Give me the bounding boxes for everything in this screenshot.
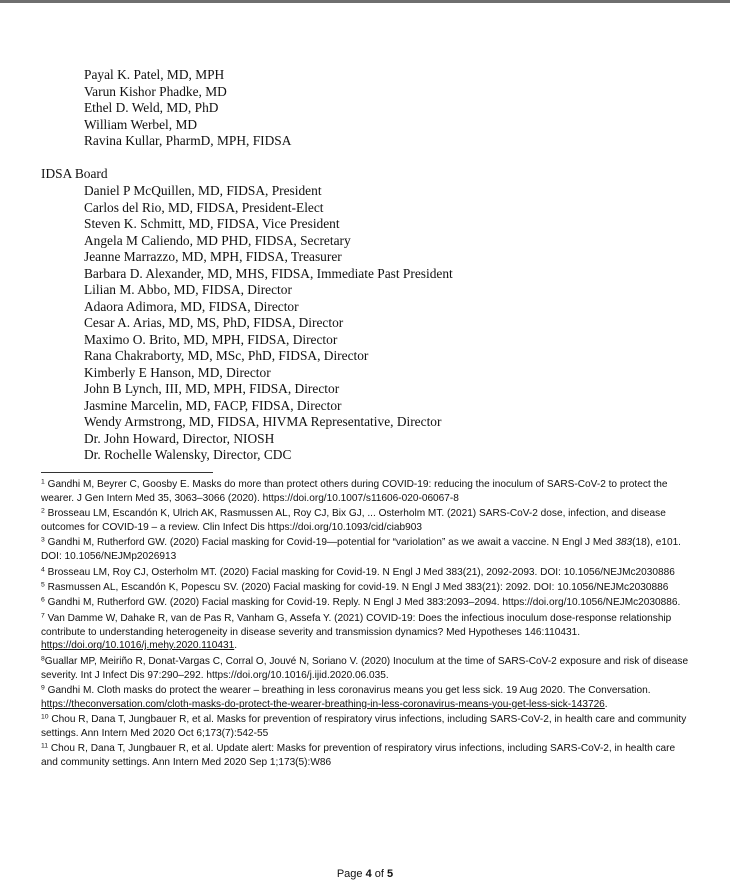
footnote-text: Chou R, Dana T, Jungbauer R, et al. Update alert: Masks for prevention of respiratory virus infections, including SARS-CoV-2, in health care and community settings. Ann Intern Med 2020 Sep 1;173(5):W86 (41, 743, 676, 769)
footnotes (41, 478, 691, 771)
footnote (41, 536, 691, 564)
page-of: of (374, 868, 384, 880)
footnote (41, 596, 691, 610)
page-total: 5 (387, 868, 394, 880)
board-member: John B Lynch, III, MD, MPH, FIDSA, Director (84, 381, 340, 396)
footnote-text: Rasmussen AL, Escandón K, Popescu SV. (2020) Facial masking for covid-19. N Engl J Med 383(21): 2092. DOI: 10.1056/NEJMc2030886 (47, 581, 669, 593)
author-name: Ravina Kullar, PharmD, MPH, FIDSA (84, 133, 292, 148)
footnote-text: Guallar MP, Meiriño R, Donat-Vargas C, Corral O, Jouvé N, Soriano V. (2020) Inoculum at the time of SARS-CoV-2 exposure and risk of disease severity. Int J Infect Dis 97:290–292. https://doi.org/10.1016/j.ijid.2020.06.035. (41, 655, 689, 681)
footnote-separator (41, 472, 213, 473)
author-name: Ethel D. Weld, MD, PhD (84, 100, 219, 115)
footnote-number: 8 (41, 655, 45, 663)
author-list (84, 67, 291, 150)
footnote-number: 2 (41, 507, 45, 515)
board-member: Angela M Caliendo, MD PHD, FIDSA, Secretary (84, 232, 351, 248)
board-member-list (84, 183, 453, 464)
board-member: Steven K. Schmitt, MD, FIDSA, Vice President (84, 216, 340, 231)
author-name: Varun Kishor Phadke, MD (84, 83, 227, 99)
footnote (41, 478, 691, 506)
footnote-number: 4 (41, 566, 45, 574)
footnote (41, 581, 691, 595)
board-heading: IDSA Board (41, 166, 108, 181)
page-current: 4 (365, 868, 372, 880)
footnote (41, 507, 691, 535)
board-member: Jeanne Marrazzo, MD, MPH, FIDSA, Treasurer (84, 249, 342, 264)
footnote-link[interactable]: https://doi.org/10.1016/j.mehy.2020.110431 (41, 640, 235, 652)
footnote-text: (18), e101. DOI: 10.1056/NEJMp2026913 (41, 537, 681, 563)
footnote-text: Chou R, Dana T, Jungbauer R, et al. Masks for prevention of respiratory virus infections, including SARS-CoV-2, in health care and community settings. Ann Intern Med 2020 Oct 6;173(7):542-55 (41, 714, 687, 739)
board-member: Carlos del Rio, MD, FIDSA, President-Elect (84, 199, 324, 215)
footnote-tail: . (234, 640, 238, 652)
footnote (41, 684, 691, 712)
board-member: Adaora Adimora, MD, FIDSA, Director (84, 298, 299, 314)
page-label: Page (336, 868, 363, 880)
footnote-text: Gandhi M, Rutherford GW. (2020) Facial masking for Covid-19. Reply. N Engl J Med 383:2093–2094. https://doi.org/10.1056/NEJMc2030886. (47, 597, 681, 609)
footnote-number: 11 (41, 742, 49, 750)
board-member: Rana Chakraborty, MD, MSc, PhD, FIDSA, Director (84, 348, 369, 363)
footnote-number: 9 (41, 684, 45, 692)
footnote (41, 742, 691, 770)
board-member: Kimberly E Hanson, MD, Director (84, 364, 271, 380)
footnote-number: 7 (41, 612, 45, 620)
board-member: Dr. Rochelle Walensky, Director, CDC (84, 447, 292, 462)
footnote-number: 5 (41, 581, 45, 589)
board-member: Wendy Armstrong, MD, FIDSA, HIVMA Representative, Director (84, 414, 442, 429)
footnote-volume: 383 (615, 537, 633, 549)
footnote-text: Brosseau LM, Escandón K, Ulrich AK, Rasmussen AL, Roy CJ, Bix GJ, ... Osterholm MT. (2021) SARS-CoV-2 dose, infection, and disease outcomes for COVID-19 – a review. Clin Infect Dis https://doi.org/10.1093/cid/ciab903 (41, 508, 666, 533)
footnote-text: Gandhi M, Rutherford GW. (2020) Facial masking for Covid-19—potential for “variolation” as we await a vaccine. N Engl J Med (47, 537, 616, 549)
board-member: Daniel P McQuillen, MD, FIDSA, President (84, 183, 322, 198)
board-member: Cesar A. Arias, MD, MS, PhD, FIDSA, Director (84, 315, 344, 330)
footnote-number: 6 (41, 596, 45, 604)
footnote-text: Gandhi M. Cloth masks do protect the wearer – breathing in less coronavirus means you get less sick. 19 Aug 2020. The Conversation. (47, 684, 651, 696)
author-name: Payal K. Patel, MD, MPH (84, 67, 225, 82)
footnote-text: Brosseau LM, Roy CJ, Osterholm MT. (2020) Facial masking for Covid-19. N Engl J Med 383(21), 2092-2093. DOI: 10.1056/NEJMc2030886 (47, 566, 675, 578)
page-number (0, 868, 730, 880)
footnote-tail: . (604, 698, 608, 710)
footnote (41, 713, 691, 741)
footnote-text: Van Damme W, Dahake R, van de Pas R, Vanham G, Assefa Y. (2021) COVID-19: Does the infectious inoculum dose-response relationship contribute to understanding heterogeneity in disease severity and transmission dynamics? Med Hypotheses 146:110431. (41, 612, 672, 638)
board-member: Lilian M. Abbo, MD, FIDSA, Director (84, 282, 292, 297)
footnote-number: 1 (41, 478, 45, 486)
footnote (41, 655, 691, 683)
footnote (41, 612, 691, 653)
footnote-text: Gandhi M, Beyrer C, Goosby E. Masks do more than protect others during COVID-19: reducing the inoculum of SARS-CoV-2 to protect the wearer. J Gen Intern Med 35, 3063–3066 (2020). https://doi.org/10.1007/s11606-020-06067-8 (41, 479, 668, 504)
board-member: Dr. John Howard, Director, NIOSH (84, 430, 275, 446)
footnote-number: 10 (41, 713, 49, 721)
board-member: Jasmine Marcelin, MD, FACP, FIDSA, Director (84, 397, 342, 413)
board-member: Barbara D. Alexander, MD, MHS, FIDSA, Immediate Past President (84, 265, 453, 281)
author-name: William Werbel, MD (84, 116, 198, 132)
top-border (0, 0, 730, 3)
footnote-link[interactable]: https://theconversation.com/cloth-masks-do-protect-the-wearer-breathing-in-less-coronavirus-means-you-get-less-sick-143726 (41, 698, 605, 710)
board-member: Maximo O. Brito, MD, MPH, FIDSA, Director (84, 331, 338, 347)
footnote-number: 3 (41, 536, 45, 544)
footnote (41, 566, 691, 580)
